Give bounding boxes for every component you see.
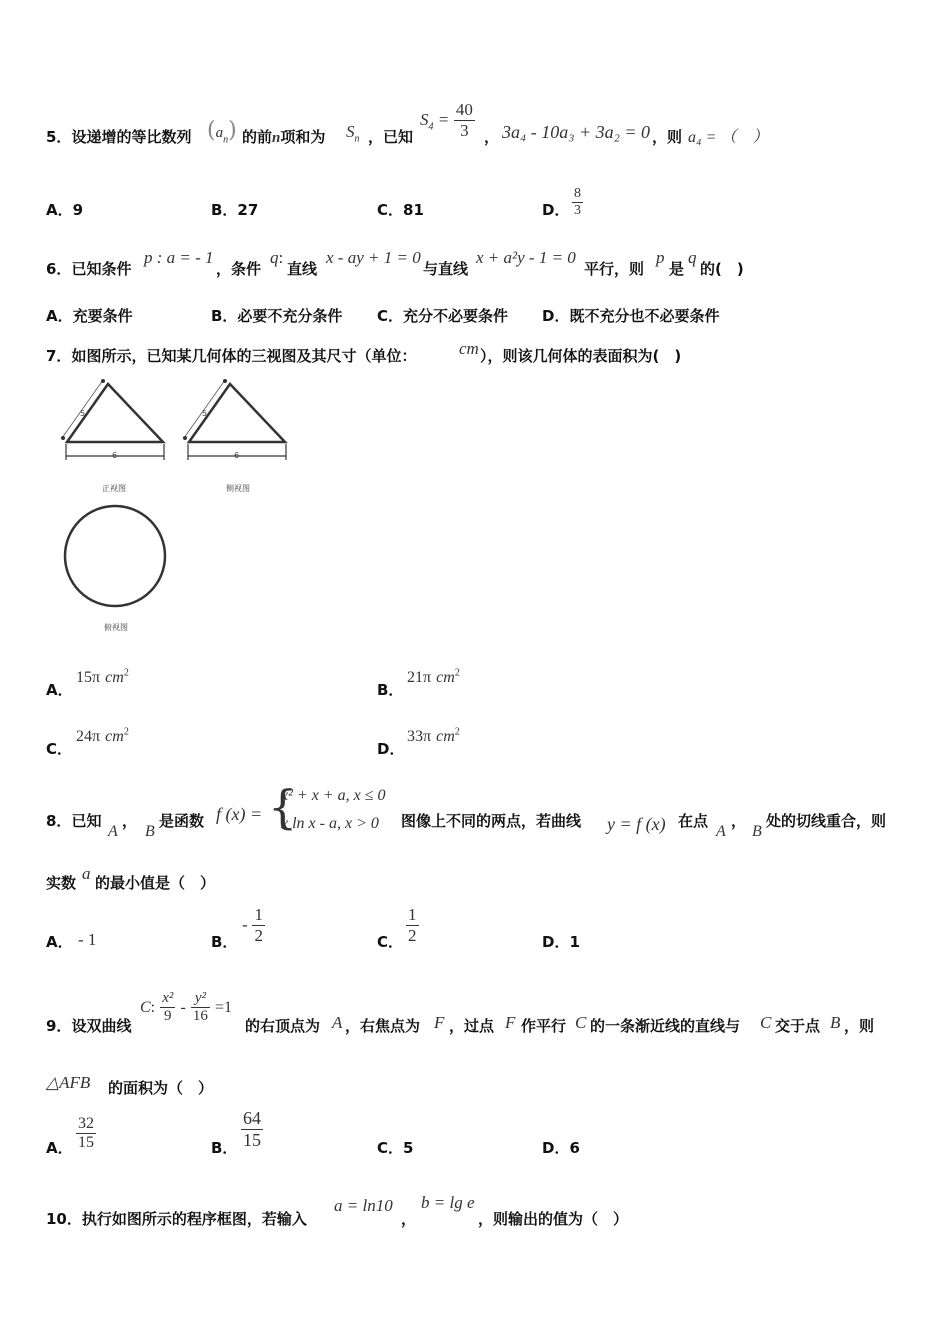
q8-stem-3: 处的切线重合，则 — [766, 812, 887, 830]
q8-line2: 实数 — [46, 874, 77, 892]
q9-stem: 9．设双曲线 — [46, 1017, 132, 1035]
q6-q2: q — [688, 248, 697, 267]
q9-b: B — [830, 1013, 841, 1032]
q9-right-vertex: 的右顶点为 — [245, 1017, 321, 1035]
top-view-circle — [65, 506, 165, 606]
q8-brace: { — [268, 780, 298, 834]
q6-of: 的( ) — [700, 260, 744, 278]
q5-stem: 5．设递增的等比数列 — [46, 128, 192, 146]
q8-option-b-val: - $\frac{1}{2}$ — [242, 905, 263, 945]
q7-option-b-val: 21π $cm^2$ — [407, 667, 460, 686]
q6-q: q: — [270, 248, 284, 267]
q8-comma: ， — [122, 812, 138, 830]
q5-equation: 3a₄ - 10a₃ + 3a₂ = 0 — [502, 122, 651, 142]
q5-option-d-frac: $\frac{8}{3}$ — [574, 186, 581, 219]
q5-option-c[interactable]: C．81 — [377, 201, 424, 219]
q8-option-c[interactable]: C． — [377, 933, 404, 951]
q7-option-c-val: 24π $cm^2$ — [76, 726, 129, 745]
q9-intersect: 交于点 — [775, 1017, 821, 1035]
q8-point-b: B — [145, 823, 155, 840]
front-side-label: 5 — [80, 409, 86, 418]
q8-option-a-val: - 1 — [78, 930, 97, 949]
q6-line2: x + a²y - 1 = 0 — [476, 248, 576, 267]
q9-c3: C — [760, 1013, 772, 1032]
q10-comma: ， — [401, 1210, 417, 1228]
q8-option-d[interactable]: D．1 — [542, 933, 580, 951]
q6-option-d[interactable]: D．既不充分也不必要条件 — [542, 307, 720, 325]
q7-side-view-label: 侧视图 — [226, 484, 250, 493]
q7-option-b[interactable]: B． — [377, 681, 404, 699]
q8-point-a2: A — [716, 823, 726, 840]
q8-case1: x² + x + a, x ≤ 0 — [281, 787, 386, 804]
q9-through: ，过点 — [449, 1017, 495, 1035]
q8-a: a — [82, 864, 91, 883]
q8-option-b[interactable]: B． — [211, 933, 238, 951]
q6-option-b[interactable]: B．必要不充分条件 — [211, 307, 343, 325]
q8-stem-2: 图像上不同的两点，若曲线 — [401, 812, 582, 830]
q7-side-view — [180, 378, 295, 468]
q9-f2: F — [505, 1013, 516, 1032]
q5-ask: a₄ = （ ） — [688, 129, 769, 146]
q7-front-view — [58, 378, 173, 468]
q8-option-a[interactable]: A． — [46, 933, 73, 951]
q5-option-a[interactable]: A．9 — [46, 201, 84, 219]
q6-option-c[interactable]: C．充分不必要条件 — [377, 307, 509, 325]
q7-option-a[interactable]: A． — [46, 681, 73, 699]
q7-top-view-label: 俯视图 — [104, 623, 128, 632]
q6-stem: 6．已知条件 — [46, 260, 132, 278]
q9-a: A — [332, 1013, 343, 1032]
q10-a-input: a = ln10 — [334, 1196, 393, 1215]
q5-option-b[interactable]: B．27 — [211, 201, 259, 219]
q7-option-a-val: 15π $cm^2$ — [76, 667, 129, 686]
q5-comma: ， — [484, 128, 500, 146]
q9-triangle: △AFB — [46, 1073, 91, 1092]
q5-option-d[interactable]: D． — [542, 201, 570, 219]
q8-point-a: A — [108, 823, 118, 840]
q7-option-c[interactable]: C． — [46, 740, 73, 758]
q8-stem: 8．已知 — [46, 812, 102, 830]
q5-s4-formula: $S_4$ = $\frac{40}{3}$ — [420, 100, 473, 140]
q6-option-a[interactable]: A．充要条件 — [46, 307, 133, 325]
q7-front-view-label: 正视图 — [102, 484, 126, 493]
q7-option-d[interactable]: D． — [377, 740, 405, 758]
q8-case2: x ln x - a, x > 0 — [281, 815, 379, 832]
q6-cond: ，条件 — [216, 260, 262, 278]
q5-sn: $S_n$ — [346, 122, 360, 145]
q9-parallel: 作平行 — [521, 1017, 567, 1035]
q9-option-b[interactable]: B． — [211, 1139, 238, 1157]
q7-option-d-val: 33π $cm^2$ — [407, 726, 460, 745]
q8-at-point: 在点 — [678, 812, 709, 830]
q8-is-func: 是函数 — [159, 812, 205, 830]
q8-comma2: ， — [731, 812, 747, 830]
q6-line: 直线 — [287, 260, 318, 278]
q6-p: p — [656, 248, 665, 267]
q5-then: ，则 — [652, 128, 683, 146]
front-base-label: 6 — [112, 451, 118, 460]
q5-given: ，已知 — [368, 128, 414, 146]
q9-option-b-val: $\frac{64}{15}$ — [243, 1108, 261, 1150]
q9-c2: C — [575, 1013, 587, 1032]
q5-stem-2: 的前n项和为 — [242, 128, 326, 146]
q6-is: 是 — [669, 260, 685, 278]
q10-b-input: b = lg e — [421, 1193, 475, 1212]
q9-asymptote: 的一条渐近线的直线与 — [590, 1017, 741, 1035]
q10-stem: 10．执行如图所示的程序框图，若输入 — [46, 1210, 307, 1228]
q6-parallel: 平行，则 — [584, 260, 645, 278]
q8-curve: y = f (x) — [607, 814, 666, 834]
q7-stem-2: ），则该几何体的表面积为( ) — [480, 347, 682, 365]
q8-fx: f (x) = — [216, 804, 263, 824]
q7-unit: cm — [459, 339, 479, 358]
q8-option-c-val: $\frac{1}{2}$ — [408, 905, 417, 945]
q6-with-line: 与直线 — [423, 260, 469, 278]
side-side-label: 5 — [202, 409, 208, 418]
q9-option-d[interactable]: D．6 — [542, 1139, 580, 1157]
q9-hyperbola: C: $\frac{\text{x²}}{9}$ - $\frac{\text{y²}}{16}$ =1 — [140, 990, 233, 1025]
q6-line1: x - ay + 1 = 0 — [326, 248, 421, 267]
q6-p-cond: p : a = - 1 — [144, 248, 214, 267]
q8-line2b: 的最小值是（ ） — [95, 874, 216, 892]
q10-stem-2: ，则输出的值为（ ） — [478, 1210, 629, 1228]
q9-focus: ，右焦点为 — [345, 1017, 421, 1035]
side-base-label: 6 — [234, 451, 240, 460]
q9-then: ，则 — [844, 1017, 875, 1035]
q8-point-b2: B — [752, 823, 762, 840]
q5-seq-an: $(a_n)$ — [207, 118, 237, 146]
q7-stem: 7．如图所示，已知某几何体的三视图及其尺寸（单位： — [46, 347, 417, 365]
q7-top-view — [60, 502, 172, 614]
q9-option-a[interactable]: A． — [46, 1139, 73, 1157]
q9-line2: 的面积为（ ） — [108, 1079, 214, 1097]
q9-f: F — [434, 1013, 445, 1032]
q9-option-a-val: $\frac{32}{15}$ — [78, 1115, 94, 1152]
q9-option-c[interactable]: C．5 — [377, 1139, 414, 1157]
